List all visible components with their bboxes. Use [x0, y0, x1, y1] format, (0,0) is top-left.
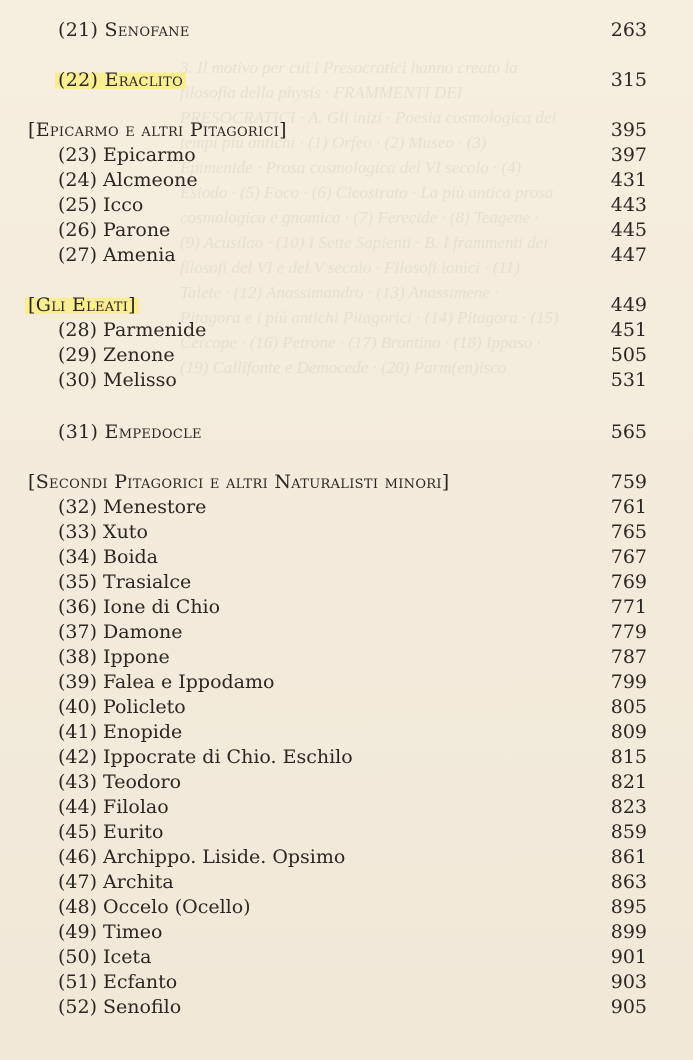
toc-entry-label: (44) Filolao	[58, 796, 169, 818]
toc-entry	[0, 168, 693, 192]
toc-entry-label: (26) Parone	[58, 219, 171, 241]
toc-entry	[0, 143, 693, 167]
toc-entry	[0, 970, 693, 994]
toc-entry-label: (23) Epicarmo	[58, 144, 196, 166]
toc-entry-label: (52) Senofilo	[58, 996, 182, 1018]
toc-page-number: 815	[610, 746, 647, 768]
toc-entry-label: (21) Senofane	[58, 19, 190, 41]
toc-entry-label: (22) Eraclito	[55, 68, 186, 92]
toc-entry-label: (50) Iceta	[58, 946, 152, 968]
toc-entry-label: (46) Archippo. Liside. Opsimo	[58, 846, 346, 868]
toc-page-number: 863	[610, 871, 647, 893]
toc-entry-label: (36) Ione di Chio	[58, 596, 221, 618]
toc-page-number: 903	[610, 971, 647, 993]
toc-entry	[0, 820, 693, 844]
toc-entry-label: (38) Ippone	[58, 646, 170, 668]
toc-entry-label: (25) Icco	[58, 194, 144, 216]
toc-entry-label: [Gli Eleati]	[25, 293, 139, 317]
toc-page-number: 531	[610, 369, 647, 391]
toc-entry	[0, 695, 693, 719]
toc-entry-label: (47) Archita	[58, 871, 174, 893]
toc-entry-label: (49) Timeo	[58, 921, 163, 943]
toc-page-number: 315	[610, 69, 647, 91]
toc-page-number: 397	[610, 144, 647, 166]
toc-entry-label: (33) Xuto	[58, 521, 148, 543]
toc-page-number: 901	[610, 946, 647, 968]
toc-entry	[0, 645, 693, 669]
toc-page-number: 431	[610, 169, 647, 191]
toc-entry-label: (31) Empedocle	[58, 421, 202, 443]
toc-section-heading	[0, 118, 693, 142]
toc-entry	[0, 870, 693, 894]
toc-entry	[0, 520, 693, 544]
toc-entry-label: (28) Parmenide	[58, 319, 207, 341]
toc-page-number: 443	[610, 194, 647, 216]
toc-entry	[0, 218, 693, 242]
toc-entry-label: (41) Enopide	[58, 721, 183, 743]
toc-page-number: 395	[610, 119, 647, 141]
toc-page-number: 809	[610, 721, 647, 743]
toc-section-heading	[0, 293, 693, 317]
toc-page-number: 805	[610, 696, 647, 718]
toc-entry-label: [Secondi Pitagorici e altri Naturalisti minori]	[28, 471, 450, 493]
toc-entry-label: (24) Alcmeone	[58, 169, 198, 191]
toc-entry	[0, 318, 693, 342]
toc-page-number: 905	[610, 996, 647, 1018]
toc-entry	[0, 620, 693, 644]
toc-page-number: 779	[610, 621, 647, 643]
toc-page-number: 765	[610, 521, 647, 543]
toc-page-number: 823	[610, 796, 647, 818]
toc-page-number: 859	[610, 821, 647, 843]
toc-entry-label: (42) Ippocrate di Chio. Eschilo	[58, 746, 353, 768]
toc-entry-label: (45) Eurito	[58, 821, 164, 843]
toc-page-number: 769	[610, 571, 647, 593]
toc-entry	[0, 18, 693, 42]
toc-page-number: 451	[610, 319, 647, 341]
toc-entry	[0, 745, 693, 769]
toc-page-number: 787	[610, 646, 647, 668]
toc-section-heading	[0, 470, 693, 494]
toc-entry	[0, 920, 693, 944]
toc-page-number: 895	[610, 896, 647, 918]
toc-entry	[0, 720, 693, 744]
toc-entry-label: (32) Menestore	[58, 496, 207, 518]
toc-entry	[0, 795, 693, 819]
toc-entry-label: [Epicarmo e altri Pitagorici]	[28, 119, 287, 141]
toc-page-number: 821	[610, 771, 647, 793]
toc-page-number: 899	[610, 921, 647, 943]
toc-page-number: 861	[610, 846, 647, 868]
bleed-through-text: 3. Il motivo per cui i Presocratici hanno creato la filosofia della physis · FRAMMENTI DEI PRESOCRATICI · A. Gli inizi · Poesia cosmologica dei tempi più antichi · (1) Orfeo · (2) Museo · (3) Epimenide · Prosa cosmologica del VI secolo · (4) Esiodo · (5) Foco · (6) Cleostrato · La più antica prosa cosmologica e gnomica · (7) Ferecide · (8) Teagene · (9) Acusilao · (10) I Sette Sapienti · B. I frammenti dei filosofi del VI e del V secolo · Filosofi ionici · (11) Talete · (12) Anassimandro · (13) Anassimene · Pitagora e i più antichi Pitagorici · (14) Pitagora · (15) Cercope · (16) Petrone · (17) Brontino · (18) Ippaso · (19) Callifonte e Democede · (20) Parm(en)isco	[180, 58, 559, 377]
toc-page-number: 565	[610, 421, 647, 443]
toc-entry-label: (39) Falea e Ippodamo	[58, 671, 275, 693]
toc-page-number: 759	[610, 471, 647, 493]
toc-page-number: 799	[610, 671, 647, 693]
toc-entry-label: (48) Occelo (Ocello)	[58, 896, 251, 918]
toc-entry-label: (51) Ecfanto	[58, 971, 178, 993]
toc-entry-label: (27) Amenia	[58, 244, 176, 266]
toc-entry	[0, 895, 693, 919]
toc-entry-label: (43) Teodoro	[58, 771, 182, 793]
toc-entry	[0, 995, 693, 1019]
toc-entry	[0, 343, 693, 367]
toc-entry	[0, 495, 693, 519]
toc-entry	[0, 770, 693, 794]
toc-entry-label: (30) Melisso	[58, 369, 177, 391]
toc-entry-label: (37) Damone	[58, 621, 183, 643]
toc-page-number: 447	[610, 244, 647, 266]
toc-entry	[0, 243, 693, 267]
toc-entry	[0, 68, 693, 92]
toc-page-number: 505	[610, 344, 647, 366]
toc-page-number: 771	[610, 596, 647, 618]
toc-entry	[0, 193, 693, 217]
toc-entry	[0, 420, 693, 444]
toc-page-number: 449	[610, 294, 647, 316]
toc-entry-label: (35) Trasialce	[58, 571, 192, 593]
toc-entry	[0, 595, 693, 619]
toc-entry	[0, 368, 693, 392]
toc-page-number: 263	[610, 19, 647, 41]
toc-page-number: 767	[610, 546, 647, 568]
toc-entry-label: (34) Boida	[58, 546, 159, 568]
toc-entry-label: (40) Policleto	[58, 696, 186, 718]
toc-entry	[0, 670, 693, 694]
toc-page-number: 445	[610, 219, 647, 241]
toc-entry-label: (29) Zenone	[58, 344, 175, 366]
toc-entry	[0, 845, 693, 869]
toc-entry	[0, 570, 693, 594]
toc-entry	[0, 545, 693, 569]
toc-page-number: 761	[610, 496, 647, 518]
toc-entry	[0, 945, 693, 969]
